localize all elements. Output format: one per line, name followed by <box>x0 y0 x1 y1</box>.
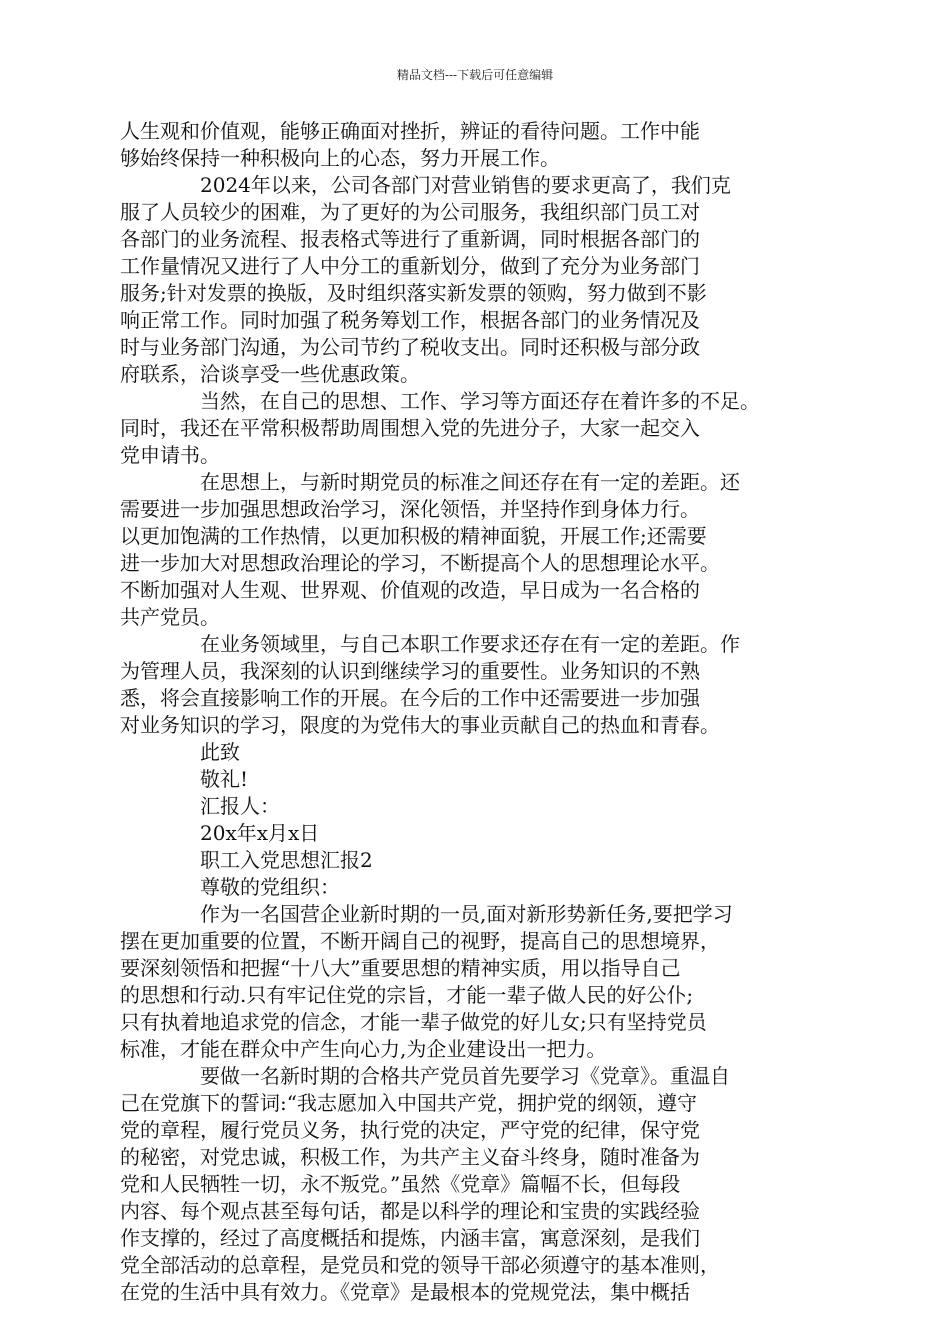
text-line: 要深刻领悟和把握“十八大”重要思想的精神实质，用以指导自己 <box>120 956 681 980</box>
text-line: 党的章程，履行党员义务，执行党的决定，严守党的纪律，保守党 <box>120 1118 700 1142</box>
text-line: 只有执着地追求党的信念，才能一辈子做党的好儿女;只有坚持党员 <box>120 1010 707 1034</box>
text-line: 府联系，洽谈享受一些优惠政策。 <box>120 362 420 386</box>
text-line: 在党的生活中具有效力。《党章》是最根本的党规党法，集中概括 <box>120 1280 690 1304</box>
text-line: 的秘密，对党忠诚，积极工作，为共产主义奋斗终身，随时准备为 <box>120 1145 700 1169</box>
text-line: 的思想和行动.只有牢记住党的宗旨，才能一辈子做人民的好公仆; <box>120 983 694 1007</box>
document-body <box>120 118 820 1306</box>
text-line: 作为一名国营企业新时期的一员,面对新形势新任务,要把学习 <box>200 902 733 926</box>
text-line: 此致 <box>200 740 240 764</box>
text-line: 标准，才能在群众中产生向心力,为企业建设出一把力。 <box>120 1037 607 1061</box>
text-line: 时与业务部门沟通，为公司节约了税收支出。同时还积极与部分政 <box>120 335 700 359</box>
text-line: 摆在更加重要的位置，不断开阔自己的视野，提高自己的思想境界， <box>120 929 720 953</box>
text-line: 为管理人员，我深刻的认识到继续学习的重要性。业务知识的不熟 <box>120 659 700 683</box>
text-line: 要做一名新时期的合格共产党员首先要学习《党章》。重温自 <box>200 1064 730 1088</box>
text-line: 党申请书。 <box>120 443 220 467</box>
text-line: 服务;针对发票的换版，及时组织落实新发票的领购，努力做到不影 <box>120 281 707 305</box>
text-line: 20x年x月x日 <box>200 821 320 845</box>
text-line: 各部门的业务流程、报表格式等进行了重新调，同时根据各部门的 <box>120 227 700 251</box>
text-line: 工作量情况又进行了人中分工的重新划分，做到了充分为业务部门 <box>120 254 700 278</box>
text-line: 够始终保持一种积极向上的心态，努力开展工作。 <box>120 146 560 170</box>
text-line: 党和人民牺牲一切，永不叛党。”虽然《党章》篇幅不长，但每段 <box>120 1172 681 1196</box>
text-line: 尊敬的党组织： <box>200 875 340 899</box>
text-line: 作支撑的，经过了高度概括和提炼，内涵丰富，寓意深刻，是我们 <box>120 1226 700 1250</box>
text-line: 人生观和价值观，能够正确面对挫折，辨证的看待问题。工作中能 <box>120 119 700 143</box>
text-line: 职工入党思想汇报2 <box>200 848 373 872</box>
text-line: 敬礼! <box>200 767 249 791</box>
text-line: 进一步加大对思想政治理论的学习，不断提高个人的思想理论水平。 <box>120 551 720 575</box>
text-line: 不断加强对人生观、世界观、价值观的改造，早日成为一名合格的 <box>120 578 700 602</box>
text-line: 同时，我还在平常积极帮助周围想入党的先进分子，大家一起交入 <box>120 416 700 440</box>
text-line: 对业务知识的学习，限度的为党伟大的事业贡献自己的热血和青春。 <box>120 713 720 737</box>
text-line: 汇报人： <box>200 794 280 818</box>
text-line: 以更加饱满的工作热情，以更加积极的精神面貌，开展工作;还需要 <box>120 524 707 548</box>
text-line: 需要进一步加强思想政治学习，深化领悟，并坚持作到身体力行。 <box>120 497 700 521</box>
text-line: 共产党员。 <box>120 605 220 629</box>
text-line: 当然，在自己的思想、工作、学习等方面还存在着许多的不足。 <box>200 389 760 413</box>
text-line: 响正常工作。同时加强了税务筹划工作，根据各部门的业务情况及 <box>120 308 700 332</box>
text-line: 服了人员较少的困难，为了更好的为公司服务，我组织部门员工对 <box>120 200 700 224</box>
page-header: 精品文档---下载后可任意编辑 <box>396 68 554 82</box>
text-line: 内容、每个观点甚至每句话，都是以科学的理论和宝贵的实践经验 <box>120 1199 700 1223</box>
text-line: 己在党旗下的誓词:“我志愿加入中国共产党，拥护党的纲领，遵守 <box>120 1091 697 1115</box>
text-line: 悉，将会直接影响工作的开展。在今后的工作中还需要进一步加强 <box>120 686 700 710</box>
text-line: 2024年以来，公司各部门对营业销售的要求更高了，我们克 <box>200 173 731 197</box>
text-line: 在思想上，与新时期党员的标准之间还存在有一定的差距。还 <box>200 470 740 494</box>
text-line: 在业务领域里，与自己本职工作要求还存在有一定的差距。作 <box>200 632 740 656</box>
text-line: 党全部活动的总章程，是党员和党的领导干部必须遵守的基本准则， <box>120 1253 720 1277</box>
